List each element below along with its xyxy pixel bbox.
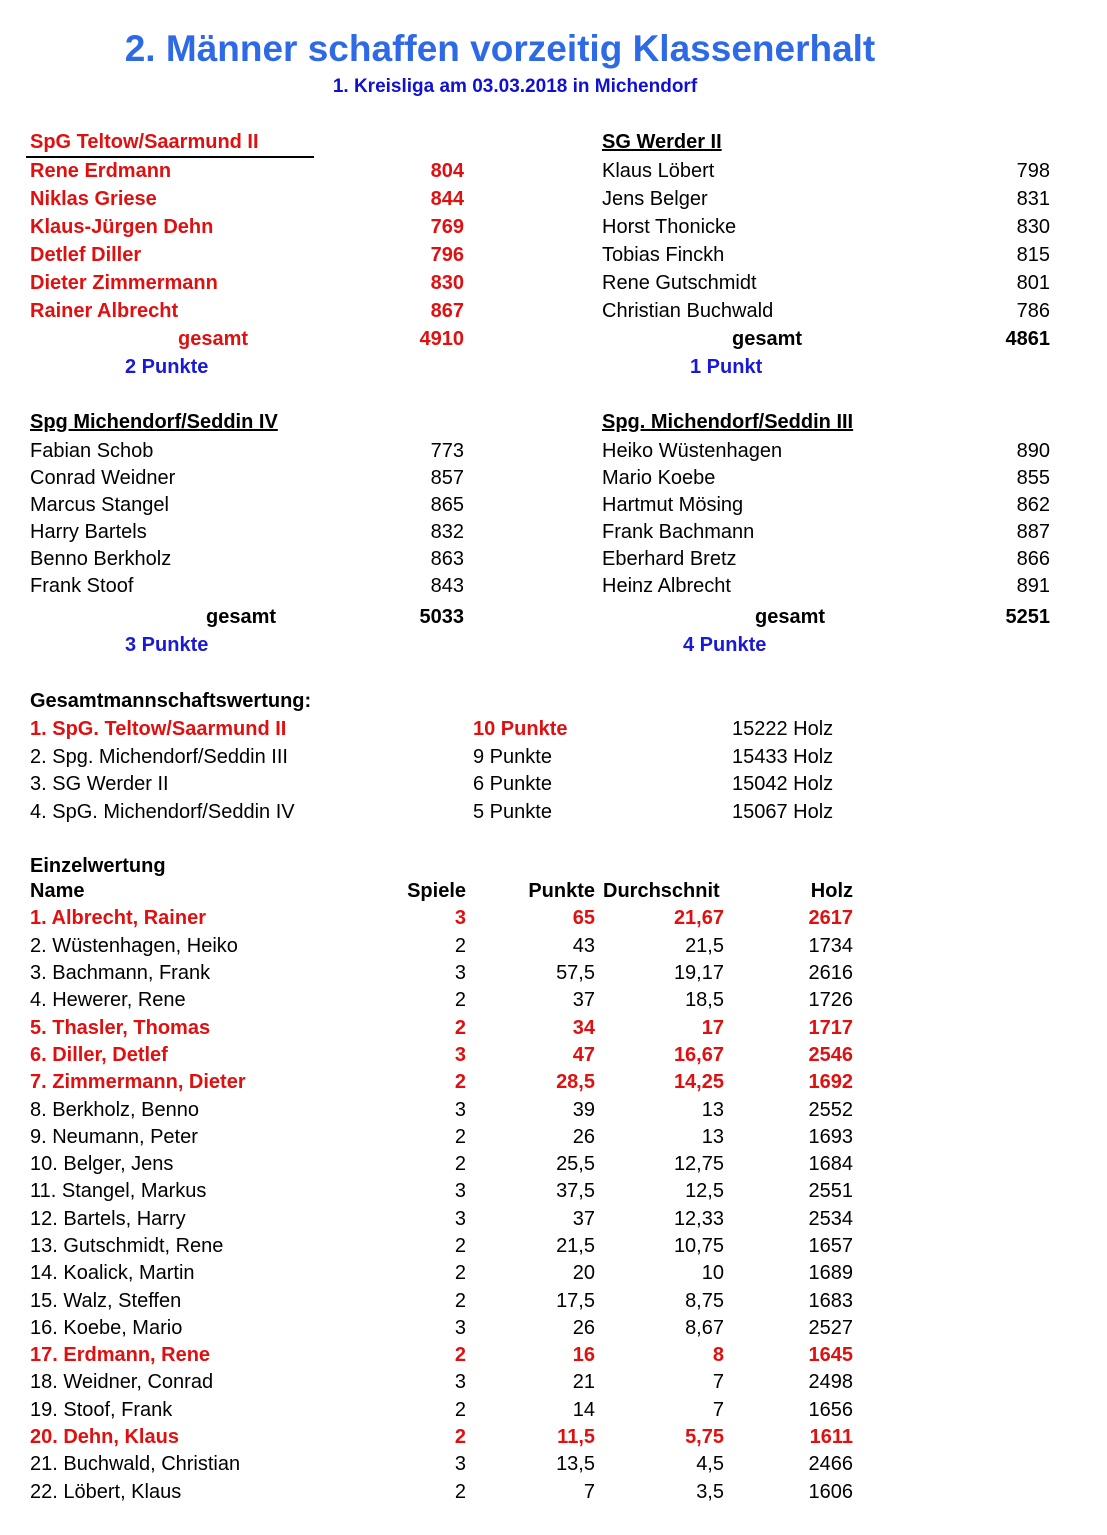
- team-title: SpG Teltow/Saarmund II: [30, 131, 259, 153]
- player-score: 798: [1016, 160, 1050, 182]
- games-cell: 3: [454, 907, 466, 930]
- player-name-cell: 2. Wüstenhagen, Heiko: [30, 934, 238, 957]
- table-row: [28, 1451, 853, 1478]
- table-row: [28, 1042, 853, 1069]
- player-name: Frank Stoof: [30, 575, 134, 597]
- player-name: Fabian Schob: [30, 440, 154, 462]
- average-cell: 7: [712, 1371, 724, 1394]
- points-cell: 57,5: [556, 962, 595, 985]
- player-name: Eberhard Bretz: [602, 548, 737, 570]
- table-row: [28, 1069, 853, 1096]
- player-name: Marcus Stangel: [30, 494, 169, 516]
- player-score: 863: [430, 548, 464, 570]
- average-cell: 12,33: [673, 1207, 724, 1230]
- team-title: SG Werder II: [602, 131, 722, 153]
- holz-cell: 2498: [808, 1371, 853, 1394]
- player-name: Heiko Wüstenhagen: [602, 440, 783, 462]
- table-row: [28, 1178, 853, 1205]
- player-name: Heinz Albrecht: [602, 575, 731, 597]
- standings-points: 10 Punkte: [473, 718, 568, 740]
- page-subtitle: 1. Kreisliga am 03.03.2018 in Michendorf: [332, 76, 698, 97]
- holz-cell: 2546: [808, 1043, 853, 1066]
- player-score: 867: [430, 300, 464, 322]
- games-cell: 3: [454, 1098, 466, 1121]
- team-points: 3 Punkte: [125, 634, 209, 656]
- points-cell: 21,5: [556, 1235, 595, 1257]
- player-name-cell: 16. Koebe, Mario: [30, 1316, 183, 1339]
- average-cell: 3,5: [696, 1480, 724, 1503]
- points-cell: 26: [572, 1316, 595, 1339]
- holz-cell: 1734: [808, 934, 853, 957]
- points-cell: 43: [572, 934, 595, 957]
- table-row: [28, 1315, 853, 1342]
- player-name: Klaus Löbert: [602, 160, 715, 182]
- player-name-cell: 15. Walz, Steffen: [30, 1289, 182, 1312]
- column-header-holz: Holz: [810, 880, 853, 903]
- player-name: Tobias Finckh: [602, 244, 725, 266]
- team-total-label: gesamt: [755, 606, 826, 628]
- team-points: 1 Punkt: [690, 356, 763, 378]
- player-score: 830: [1016, 216, 1050, 238]
- holz-cell: 1657: [808, 1235, 853, 1257]
- points-cell: 65: [572, 907, 595, 930]
- player-name: Benno Berkholz: [30, 548, 172, 570]
- points-cell: 21: [572, 1371, 595, 1394]
- player-name-cell: 18. Weidner, Conrad: [30, 1371, 214, 1394]
- average-cell: 21,5: [685, 934, 724, 957]
- player-name-cell: 5. Thasler, Thomas: [30, 1016, 211, 1039]
- table-row: [28, 987, 853, 1014]
- holz-cell: 1693: [808, 1125, 853, 1148]
- team-total: 5251: [1005, 606, 1050, 628]
- holz-cell: 2616: [808, 962, 853, 985]
- team-title: Spg. Michendorf/Seddin III: [602, 411, 854, 433]
- holz-cell: 2551: [808, 1180, 853, 1203]
- holz-cell: 1684: [808, 1153, 853, 1176]
- average-cell: 13: [701, 1125, 724, 1148]
- player-name-cell: 8. Berkholz, Benno: [30, 1098, 199, 1121]
- player-name-cell: 13. Gutschmidt, Rene: [30, 1235, 224, 1257]
- player-name-cell: 19. Stoof, Frank: [30, 1398, 173, 1421]
- table-row: [28, 1397, 853, 1424]
- points-cell: 37: [572, 1207, 595, 1230]
- player-name: Rene Gutschmidt: [602, 272, 757, 294]
- games-cell: 2: [454, 1426, 466, 1449]
- average-cell: 5,75: [685, 1426, 724, 1449]
- average-cell: 18,5: [685, 989, 724, 1012]
- individual-table-body: [28, 905, 853, 1506]
- table-row: [28, 1479, 853, 1506]
- points-cell: 28,5: [556, 1071, 595, 1094]
- table-header-row: [28, 878, 853, 905]
- average-cell: 4,5: [696, 1453, 724, 1476]
- average-cell: 16,67: [673, 1043, 724, 1066]
- player-name: Mario Koebe: [602, 467, 716, 489]
- player-name-cell: 9. Neumann, Peter: [30, 1125, 198, 1148]
- player-name: Niklas Griese: [30, 188, 157, 210]
- games-cell: 3: [454, 1043, 466, 1066]
- player-name: Frank Bachmann: [602, 521, 755, 543]
- points-cell: 14: [572, 1398, 595, 1421]
- table-row: [28, 933, 853, 960]
- table-row: [28, 1233, 853, 1260]
- holz-cell: 1692: [808, 1071, 853, 1094]
- player-name-cell: 20. Dehn, Klaus: [30, 1426, 179, 1449]
- games-cell: 2: [454, 1398, 466, 1421]
- column-header-name: Name: [30, 880, 85, 903]
- player-name-cell: 11. Stangel, Markus: [30, 1180, 207, 1203]
- holz-cell: 1645: [808, 1344, 853, 1367]
- player-name: Harry Bartels: [30, 521, 147, 543]
- points-cell: 26: [572, 1125, 595, 1148]
- team-total: 5033: [419, 606, 464, 628]
- table-row: [28, 1424, 853, 1451]
- points-cell: 25,5: [556, 1153, 595, 1176]
- points-cell: 11,5: [557, 1426, 595, 1449]
- player-name-cell: 21. Buchwald, Christian: [30, 1453, 241, 1476]
- player-score: 773: [430, 440, 464, 462]
- player-name-cell: 6. Diller, Detlef: [30, 1043, 168, 1066]
- standings-points: 5 Punkte: [473, 801, 552, 823]
- player-name: Rene Erdmann: [30, 160, 172, 182]
- player-score: 844: [430, 188, 464, 210]
- average-cell: 8,75: [685, 1289, 724, 1312]
- table-row: [28, 1260, 853, 1287]
- player-score: 815: [1016, 244, 1050, 266]
- table-row: [28, 1124, 853, 1151]
- player-name-cell: 7. Zimmermann, Dieter: [30, 1071, 246, 1094]
- standings-team: 4. SpG. Michendorf/Seddin IV: [30, 801, 295, 823]
- player-score: 804: [430, 160, 464, 182]
- column-header-points: Punkte: [528, 880, 595, 903]
- average-cell: 12,75: [673, 1153, 724, 1176]
- average-cell: 8,67: [685, 1316, 724, 1339]
- player-name-cell: 1. Albrecht, Rainer: [30, 907, 206, 930]
- games-cell: 2: [454, 989, 466, 1012]
- games-cell: 2: [454, 1071, 466, 1094]
- team-total-label: gesamt: [178, 328, 249, 350]
- standings-holz: 15067 Holz: [732, 801, 834, 823]
- column-header-games: Spiele: [407, 880, 466, 903]
- team-points: 4 Punkte: [683, 634, 767, 656]
- player-score: 832: [430, 521, 464, 543]
- standings-points: 6 Punkte: [473, 773, 552, 795]
- points-cell: 39: [572, 1098, 595, 1121]
- standings-team: 2. Spg. Michendorf/Seddin III: [30, 746, 288, 768]
- games-cell: 3: [454, 1453, 466, 1476]
- standings-holz: 15433 Holz: [732, 746, 834, 768]
- individual-table: [28, 878, 853, 1506]
- games-cell: 3: [454, 1180, 466, 1203]
- player-score: 843: [430, 575, 464, 597]
- holz-cell: 1683: [808, 1289, 853, 1312]
- player-name: Detlef Diller: [30, 244, 142, 266]
- average-cell: 14,25: [673, 1071, 724, 1094]
- team-total-label: gesamt: [732, 328, 803, 350]
- standings-holz: 15222 Holz: [732, 718, 834, 740]
- table-row: [28, 1096, 853, 1123]
- games-cell: 2: [454, 1153, 466, 1176]
- player-score: 890: [1016, 440, 1050, 462]
- points-cell: 17,5: [556, 1289, 595, 1312]
- holz-cell: 2552: [808, 1098, 853, 1121]
- table-row: [28, 1151, 853, 1178]
- table-row: [28, 1342, 853, 1369]
- table-row: [28, 1206, 853, 1233]
- player-score: 857: [430, 467, 464, 489]
- average-cell: 10,75: [673, 1235, 724, 1257]
- holz-cell: 1726: [808, 989, 853, 1012]
- points-cell: 34: [572, 1016, 595, 1039]
- player-score: 887: [1016, 521, 1050, 543]
- holz-cell: 2527: [808, 1316, 853, 1339]
- player-name: Christian Buchwald: [602, 300, 774, 322]
- games-cell: 2: [454, 934, 466, 957]
- player-score: 865: [430, 494, 464, 516]
- player-name: Rainer Albrecht: [30, 300, 179, 322]
- standings-team: 3. SG Werder II: [30, 773, 169, 795]
- player-name: Conrad Weidner: [30, 467, 176, 489]
- player-score: 796: [430, 244, 464, 266]
- team-total: 4861: [1005, 328, 1050, 350]
- games-cell: 2: [454, 1289, 466, 1312]
- table-row: [28, 1014, 853, 1041]
- standings-heading: Gesamtmannschaftswertung:: [30, 690, 312, 712]
- player-score: 831: [1016, 188, 1050, 210]
- games-cell: 2: [454, 1262, 466, 1285]
- average-cell: 21,67: [673, 907, 724, 930]
- player-name-cell: 12. Bartels, Harry: [30, 1207, 186, 1230]
- player-name-cell: 4. Hewerer, Rene: [30, 989, 186, 1012]
- points-cell: 13,5: [556, 1453, 595, 1476]
- player-score: 801: [1016, 272, 1050, 294]
- column-header-average: Durchschnit: [603, 880, 720, 903]
- standings-team: 1. SpG. Teltow/Saarmund II: [30, 718, 287, 740]
- player-score: 891: [1016, 575, 1050, 597]
- standings-holz: 15042 Holz: [732, 773, 834, 795]
- player-score: 830: [430, 272, 464, 294]
- table-row: [28, 1287, 853, 1314]
- games-cell: 2: [454, 1480, 466, 1503]
- games-cell: 2: [454, 1235, 466, 1257]
- page-title: 2. Männer schaffen vorzeitig Klassenerhalt: [124, 28, 876, 69]
- points-cell: 37,5: [556, 1180, 595, 1203]
- games-cell: 3: [454, 1207, 466, 1230]
- table-row: [28, 1369, 853, 1396]
- holz-cell: 2617: [808, 907, 853, 930]
- games-cell: 2: [454, 1125, 466, 1148]
- holz-cell: 1656: [808, 1398, 853, 1421]
- holz-cell: 1689: [808, 1262, 853, 1285]
- player-score: 855: [1016, 467, 1050, 489]
- individual-heading: Einzelwertung: [30, 855, 166, 877]
- player-name: Klaus-Jürgen Dehn: [30, 216, 214, 238]
- points-cell: 7: [583, 1480, 595, 1503]
- points-cell: 20: [572, 1262, 595, 1285]
- points-cell: 16: [572, 1344, 595, 1367]
- games-cell: 2: [454, 1016, 466, 1039]
- team-total-label: gesamt: [206, 606, 277, 628]
- player-name: Dieter Zimmermann: [30, 272, 218, 294]
- player-name-cell: 3. Bachmann, Frank: [30, 962, 211, 985]
- team-total: 4910: [419, 328, 464, 350]
- player-name: Hartmut Mösing: [602, 494, 744, 516]
- games-cell: 3: [454, 1371, 466, 1394]
- player-score: 769: [430, 216, 464, 238]
- standings-points: 9 Punkte: [473, 746, 552, 768]
- team-points: 2 Punkte: [125, 356, 209, 378]
- holz-cell: 2466: [808, 1453, 853, 1476]
- player-score: 866: [1016, 548, 1050, 570]
- games-cell: 3: [454, 962, 466, 985]
- average-cell: 13: [701, 1098, 724, 1121]
- table-row: [28, 905, 853, 932]
- games-cell: 3: [454, 1316, 466, 1339]
- player-name-cell: 10. Belger, Jens: [30, 1153, 174, 1176]
- player-name: Horst Thonicke: [602, 216, 737, 238]
- average-cell: 10: [701, 1262, 724, 1285]
- average-cell: 17: [701, 1016, 724, 1039]
- player-name-cell: 22. Löbert, Klaus: [30, 1480, 182, 1503]
- average-cell: 8: [712, 1344, 724, 1367]
- average-cell: 19,17: [673, 962, 724, 985]
- player-score: 862: [1016, 494, 1050, 516]
- holz-cell: 1606: [808, 1480, 853, 1503]
- holz-cell: 1717: [808, 1016, 853, 1039]
- holz-cell: 1611: [809, 1426, 853, 1449]
- points-cell: 37: [572, 989, 595, 1012]
- games-cell: 2: [454, 1344, 466, 1367]
- table-row: [28, 960, 853, 987]
- player-name-cell: 14. Koalick, Martin: [30, 1262, 195, 1285]
- player-name-cell: 17. Erdmann, Rene: [30, 1344, 211, 1367]
- average-cell: 12,5: [685, 1180, 724, 1203]
- team-title: Spg Michendorf/Seddin IV: [30, 411, 278, 433]
- average-cell: 7: [712, 1398, 724, 1421]
- holz-cell: 2534: [808, 1207, 853, 1230]
- points-cell: 47: [572, 1043, 595, 1066]
- player-name: Jens Belger: [602, 188, 708, 210]
- player-score: 786: [1016, 300, 1050, 322]
